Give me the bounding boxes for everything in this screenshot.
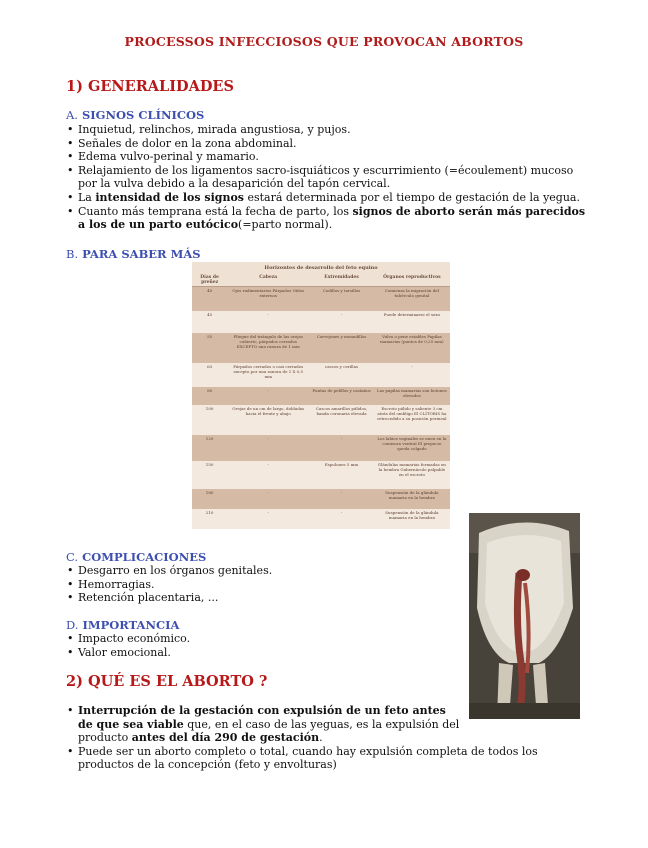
table-cell: - [340, 312, 343, 317]
table-cell: cascos y cerillas [325, 364, 359, 369]
table-cell: 55 [207, 334, 213, 339]
list-item: • Puede ser un aborto completo o total, cuando hay expulsión completa de todos los productos de la concepción (feto y envolturas) [66, 745, 586, 772]
table-cell: 80 [207, 388, 213, 393]
list-item: • Valor emocional. [66, 646, 456, 660]
table-cell: Corvejones y menudillos [316, 334, 367, 339]
section-2-heading: 2) QUÉ ES EL ABORTO ? [66, 673, 268, 690]
list-item: • Retención placentaria, ... [66, 591, 456, 605]
subsection-label: COMPLICACIONES [82, 550, 207, 564]
table-row [192, 287, 450, 311]
list-item: • Edema vulvo-perinal y mamario. [66, 150, 586, 164]
list-item: • Cuanto más temprana está la fecha de parto, los signos de aborto serán más parecidos a los de un parto eutócico(=parto normal). [66, 205, 586, 232]
table-cell: 45 [207, 312, 213, 317]
mare-photo [469, 513, 580, 719]
table-cell: - [267, 388, 269, 393]
subsection-c-heading [66, 550, 206, 564]
table-cell: Suspensión de la glándula mamaria en la hembra [385, 490, 439, 500]
table-cell: 63 [207, 364, 213, 369]
table-cell: - [267, 462, 269, 467]
table-row [192, 363, 450, 387]
table-cell: Pliegue del triángulo de las orejas cubierto, párpados cerrados EXCEPTO una ranura de 1 mm [233, 334, 303, 349]
mare-abortion-illustration [469, 513, 580, 719]
table-cell: Glándulas mamarias formadas en la hembra Gubernáculo palpable en el escroto [377, 462, 446, 477]
table-cell: 40 [207, 288, 213, 293]
table-cell: Puntas de pelillos y castaños [312, 388, 371, 393]
table-body [192, 287, 450, 529]
subsection-b-heading [66, 247, 201, 261]
subsection-label: IMPORTANCIA [82, 618, 180, 632]
list-item: • Impacto económico. [66, 632, 456, 646]
table-header-cell: Días de preñez [200, 275, 219, 285]
table-cell: 180 [205, 490, 214, 495]
page-title: PROCESSOS INFECCIOSOS QUE PROVOCAN ABORTOS [124, 34, 524, 49]
table-cell: Las papilas mamarias son botones elevados [377, 388, 447, 398]
table-row [192, 311, 450, 333]
table-cell: 100 [205, 406, 214, 411]
list-item: • Desgarro en los órganos genitales. [66, 564, 456, 578]
table-cell: Cascos amarillos pálidos, banda coronaria elevada [315, 406, 368, 416]
list-item: • Relajamiento de los ligamentos sacro-isquiáticos y escurrimiento (=écoulement) mucoso por la vulva debido a la desaparición del tapón cervical. [66, 164, 586, 191]
subsection-letter: B. [66, 247, 79, 261]
table-header-cell: Órganos reproductivos [383, 275, 441, 280]
table-cell: Ojos rudimentarios Párpados Oídos externos [232, 288, 305, 298]
table-cell: - [267, 510, 269, 515]
table-cell: Comienza la migración del tubérculo genital [384, 288, 439, 298]
list-item: • Señales de dolor en la zona abdominal. [66, 137, 586, 151]
table-header-cell: Cabeza [259, 275, 278, 280]
table-row [192, 489, 450, 509]
table-cell: Vulva o pene estables Papilas mamarias (puntos de 0,25 mm) [380, 334, 444, 344]
table-header-cell: Extremidades [324, 275, 359, 280]
table-cell: - [411, 364, 413, 369]
subsection-letter: C. [66, 550, 79, 564]
complications-list [66, 564, 456, 605]
table-cell: - [267, 312, 269, 317]
list-item: • Interrupción de la gestación con expulsión de un feto antes de que sea viable que, en el caso de las yeguas, es la expulsión del producto antes del día 290 de gestación. [66, 704, 463, 745]
table-cell: Escroto pálido y saliente 3 cm atrás del ombligo El CLÍTORIS ha retrocedido a su posición perineal [377, 406, 447, 421]
importance-list [66, 632, 456, 659]
table-cell: Espolones 5 mm [324, 462, 359, 467]
subsection-letter: D. [66, 618, 79, 632]
table-cell: - [340, 436, 343, 441]
table-cell: Puede determinarse el sexo [383, 312, 441, 317]
subsection-label: PARA SABER MÁS [82, 247, 201, 261]
table-cell: - [267, 490, 269, 495]
list-item: • Hemorragias. [66, 578, 456, 592]
table-header-row [192, 274, 450, 287]
list-item: • La intensidad de los signos estará determinada por el tiempo de gestación de la yegua. [66, 191, 586, 205]
table-cell: - [340, 490, 343, 495]
table-row [192, 333, 450, 363]
table-cell: Suspensión de la glándula mamaria en la hembra [385, 510, 439, 520]
table-cell: Los labios vaginales se unen en la comisura ventral El prepucio queda colgado [377, 436, 447, 451]
table-cell: Orejas de un cm de largo, dobladas hacia el frente y abajo [232, 406, 305, 416]
table-cell: 150 [205, 462, 214, 467]
table-row [192, 435, 450, 461]
list-item: • Inquietud, relinchos, mirada angustiosa, y pujos. [66, 123, 586, 137]
subsection-a-heading [66, 108, 204, 122]
table-row [192, 509, 450, 529]
table-cell: - [340, 510, 343, 515]
subsection-d-heading [66, 618, 179, 632]
abortion-definition-list [66, 704, 586, 772]
table-title: Horizontes de desarrollo del feto equino [264, 265, 378, 271]
table-row [192, 461, 450, 489]
table-cell: Codillos y tarsillos [322, 288, 361, 293]
fetal-development-table-image [192, 262, 450, 527]
table-cell: 120 [205, 436, 214, 441]
table-row [192, 387, 450, 405]
clinical-signs-list [66, 123, 586, 232]
subsection-label: SIGNOS CLÍNICOS [81, 108, 205, 122]
section-1-heading: 1) GENERALIDADES [66, 78, 234, 95]
table-row [192, 405, 450, 435]
table-cell: Párpados cerrados o casi cerrados excepto por una ranura de 1 X 0,5 mm [233, 364, 304, 379]
table-cell: - [267, 436, 269, 441]
table-cell: 210 [205, 510, 214, 515]
subsection-letter: A. [66, 108, 78, 122]
